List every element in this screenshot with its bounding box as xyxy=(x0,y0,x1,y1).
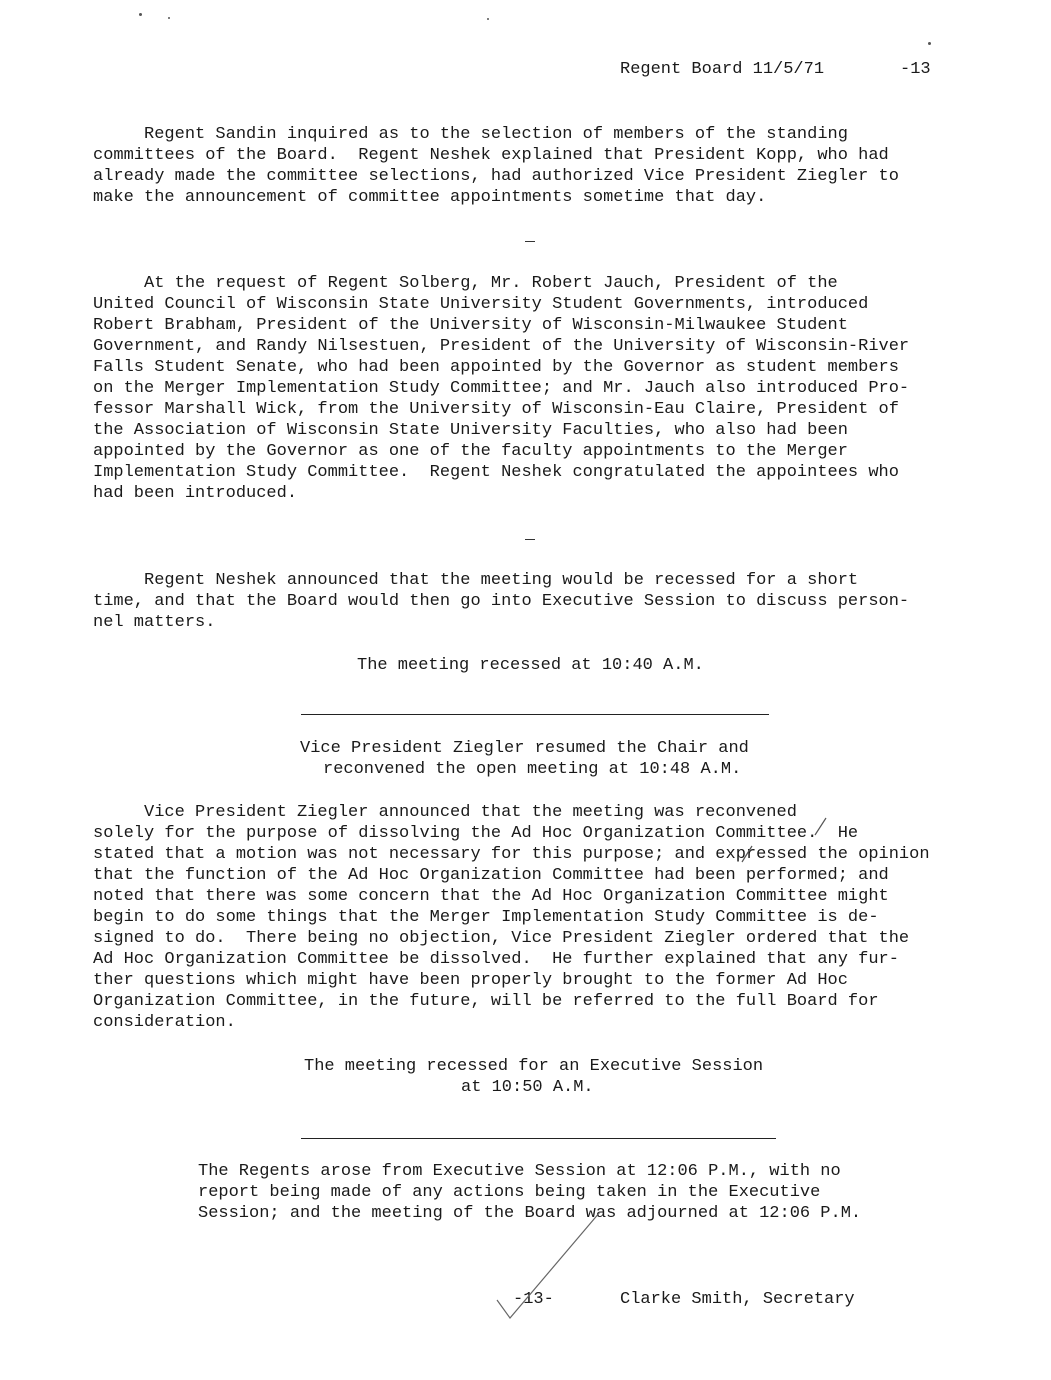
text-line: Regent Sandin inquired as to the selection of members of the standing xyxy=(93,125,848,144)
text-line: Falls Student Senate, who had been appointed by the Governor as student members xyxy=(93,358,899,377)
text-line: reconvened the open meeting at 10:48 A.M. xyxy=(323,760,742,779)
section-dash xyxy=(525,539,535,540)
scan-speck xyxy=(139,13,142,16)
text-line: Session; and the meeting of the Board was adjourned at 12:06 P.M. xyxy=(198,1204,862,1223)
text-line: had been introduced. xyxy=(93,484,298,503)
text-line: appointed by the Governor as one of the faculty appointments to the Merger xyxy=(93,442,848,461)
running-header: Regent Board 11/5/71 xyxy=(620,60,825,79)
text-line: Regent Neshek announced that the meeting would be recessed for a short xyxy=(93,571,859,590)
section-dash xyxy=(525,241,535,242)
secretary-signature-line: Clarke Smith, Secretary xyxy=(620,1290,855,1309)
text-line: United Council of Wisconsin State University Student Governments, introduced xyxy=(93,295,869,314)
header-page-number: -13 xyxy=(900,60,931,79)
text-line: Organization Committee, in the future, will be referred to the full Board for xyxy=(93,992,879,1011)
text-line: begin to do some things that the Merger Implementation Study Committee is de- xyxy=(93,908,879,927)
text-line: report being made of any actions being taken in the Executive xyxy=(198,1183,821,1202)
text-line: committees of the Board. Regent Neshek explained that President Kopp, who had xyxy=(93,146,889,165)
text-line: At the request of Regent Solberg, Mr. Robert Jauch, President of the xyxy=(93,274,838,293)
text-line: Government, and Randy Nilsestuen, President of the University of Wisconsin-River xyxy=(93,337,910,356)
text-line: the Association of Wisconsin State University Faculties, who also had been xyxy=(93,421,848,440)
recess-notice: The meeting recessed at 10:40 A.M. xyxy=(357,656,704,675)
text-line: ther questions which might have been properly brought to the former Ad Hoc xyxy=(93,971,848,990)
scan-speck xyxy=(168,17,170,19)
text-line: Implementation Study Committee. Regent Neshek congratulated the appointees who xyxy=(93,463,899,482)
text-line: nel matters. xyxy=(93,613,216,632)
divider-rule xyxy=(301,1138,776,1139)
text-line: Vice President Ziegler resumed the Chair and xyxy=(300,739,749,758)
footer-page-number: -13- xyxy=(513,1290,554,1309)
text-line: that the function of the Ad Hoc Organization Committee had been performed; and xyxy=(93,866,889,885)
divider-rule xyxy=(301,714,769,715)
text-line: Ad Hoc Organization Committee be dissolved. He further explained that any fur- xyxy=(93,950,899,969)
scan-speck xyxy=(487,18,489,20)
text-line: make the announcement of committee appointments sometime that day. xyxy=(93,188,767,207)
text-line: time, and that the Board would then go into Executive Session to discuss person- xyxy=(93,592,910,611)
text-line: stated that a motion was not necessary for this purpose; and expressed the opinion xyxy=(93,845,930,864)
text-line: solely for the purpose of dissolving the Ad Hoc Organization Committee. He xyxy=(93,824,859,843)
text-line: consideration. xyxy=(93,1013,236,1032)
text-line: at 10:50 A.M. xyxy=(461,1078,594,1097)
text-line: signed to do. There being no objection, Vice President Ziegler ordered that the xyxy=(93,929,910,948)
text-line: noted that there was some concern that the Ad Hoc Organization Committee might xyxy=(93,887,889,906)
text-line: The meeting recessed for an Executive Session xyxy=(304,1057,764,1076)
scan-speck xyxy=(928,42,931,45)
text-line: The Regents arose from Executive Session at 12:06 P.M., with no xyxy=(198,1162,841,1181)
text-line: fessor Marshall Wick, from the University of Wisconsin-Eau Claire, President of xyxy=(93,400,899,419)
text-line: already made the committee selections, had authorized Vice President Ziegler to xyxy=(93,167,899,186)
text-line: Vice President Ziegler announced that the meeting was reconvened xyxy=(93,803,797,822)
text-line: on the Merger Implementation Study Committee; and Mr. Jauch also introduced Pro- xyxy=(93,379,910,398)
text-line: Robert Brabham, President of the University of Wisconsin-Milwaukee Student xyxy=(93,316,848,335)
